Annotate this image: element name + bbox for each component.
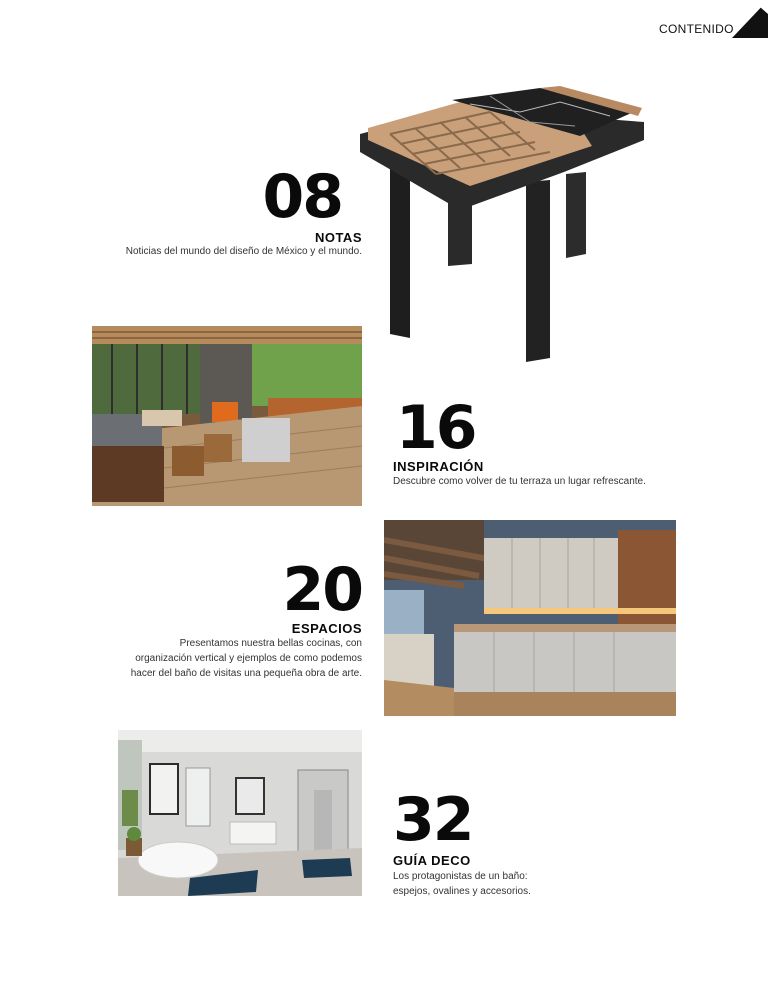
section-title-guia-deco: GUÍA DECO: [393, 853, 471, 868]
section-title-espacios: ESPACIOS: [291, 621, 362, 636]
section-desc-notas: Noticias del mundo del diseño de México y el mundo.: [125, 246, 362, 257]
photo-terrace: [92, 326, 362, 506]
section-desc-espacios-line-3: hacer del baño de visitas una pequeña obra de arte.: [130, 668, 362, 679]
section-title-inspiracion: INSPIRACIÓN: [393, 459, 484, 474]
photo-kitchen: [384, 520, 676, 716]
page-number-08: 08: [262, 162, 342, 232]
page-number-20: 20: [282, 555, 362, 625]
section-desc-guia-deco-line-1: Los protagonistas de un baño:: [393, 871, 528, 882]
section-desc-espacios-line-2: organización vertical y ejemplos de como podemos: [135, 653, 362, 664]
section-desc-espacios-line-1: Presentamos nuestra bellas cocinas, con: [179, 638, 362, 649]
section-desc-espacios: [92, 636, 362, 681]
section-desc-guia-deco: [393, 869, 633, 899]
page-number-32: 32: [393, 785, 473, 855]
section-header-label: CONTENIDO: [659, 22, 734, 36]
page-number-16: 16: [396, 393, 476, 463]
section-title-notas: NOTAS: [314, 230, 362, 245]
corner-triangle-mark: [732, 0, 768, 38]
photo-side-table: [360, 82, 646, 362]
photo-bathroom: [118, 730, 362, 896]
section-desc-guia-deco-line-2: espejos, ovalines y accesorios.: [393, 886, 531, 897]
section-desc-inspiracion: Descubre como volver de tu terraza un lugar refrescante.: [393, 476, 646, 487]
